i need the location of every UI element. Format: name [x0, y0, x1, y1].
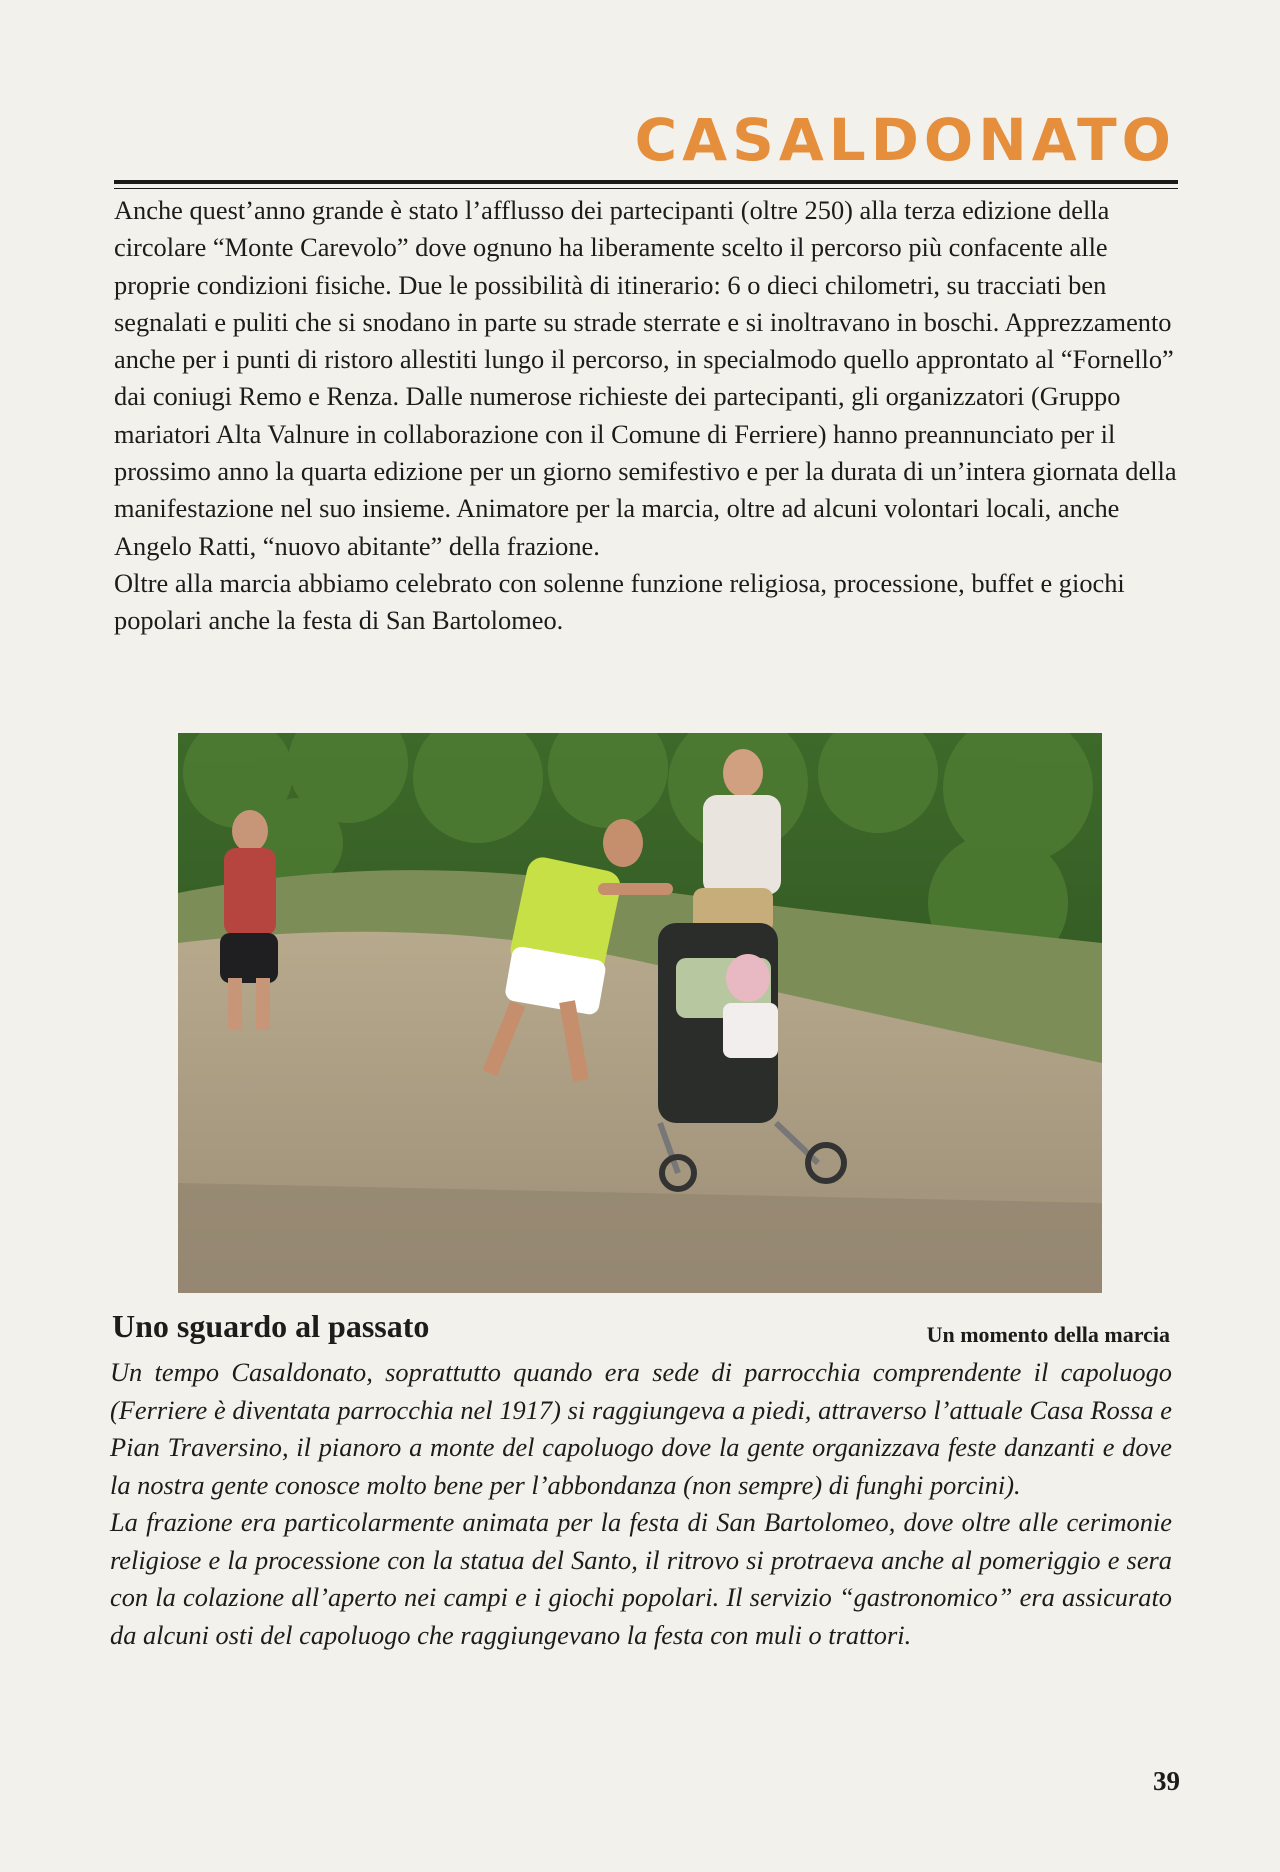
title-rule [114, 180, 1178, 184]
past-paragraph-2: La frazione era particolarmente animata per la festa di San Bartolomeo, dove oltre alle cerimonie religiose e la processione con la statua del Santo, il ritrovo si protraeva anche al pomeriggio e sera con la colazione all’aperto nei campi e i giochi popolari. Il servizio “gastronomico” era assicurato da alcuni osti del capoluogo che raggiungevano la festa con muli o trattori. [110, 1507, 1172, 1650]
section-title: Uno sguardo al passato [112, 1308, 430, 1344]
page-title: CASALDONATO [634, 106, 1176, 174]
event-photo [178, 733, 1102, 1293]
past-article [110, 1354, 1172, 1654]
past-paragraph-1: Un tempo Casaldonato, soprattutto quando era sede di parrocchia comprendente il capoluogo (Ferriere è diventata parrocchia nel 1917) si raggiungeva a piedi, attraverso l’attuale Casa Rossa e Pian Traversino, il pianoro a monte del capoluogo dove la gente organizzava feste danzanti e dove la nostra gente conosce molto bene per l’abbondanza (non sempre) di funghi porcini). [110, 1357, 1172, 1500]
intro-paragraph-1: Anche quest’anno grande è stato l’afflusso dei partecipanti (oltre 250) alla terza edizione della circolare “Monte Carevolo” dove ognuno ha liberamente scelto il percorso più confacente alle proprie condizioni fisiche. Due le possibilità di itinerario: 6 o dieci chilometri, su tracciati ben segnalati e puliti che si snodano in parte su strade sterrate e si inoltravano in boschi. Apprezzamento anche per i punti di ristoro allestiti lungo il percorso, in specialmodo quello approntato al “Fornello” dai coniugi Remo e Renza. Dalle numerose richieste dei partecipanti, gli organizzatori (Gruppo mariatori Alta Valnure in collaborazione con il Comune di Ferriere) hanno preannunciato per il prossimo anno la quarta edizione per un giorno semifestivo e per la durata di un’intera giornata della manifestazione nel suo insieme. Animatore per la marcia, oltre ad alcuni volontari locali, anche Angelo Ratti, “nuovo abitante” della frazione. [114, 195, 1177, 561]
intro-paragraph-2: Oltre alla marcia abbiamo celebrato con solenne funzione religiosa, processione, buffet e giochi popolari anche la festa di San Bartolomeo. [114, 567, 1125, 636]
title-rule-thin [114, 188, 1178, 189]
photo-caption: Un momento della marcia [926, 1322, 1170, 1347]
page-number: 39 [1153, 1766, 1180, 1796]
intro-article [114, 192, 1178, 640]
